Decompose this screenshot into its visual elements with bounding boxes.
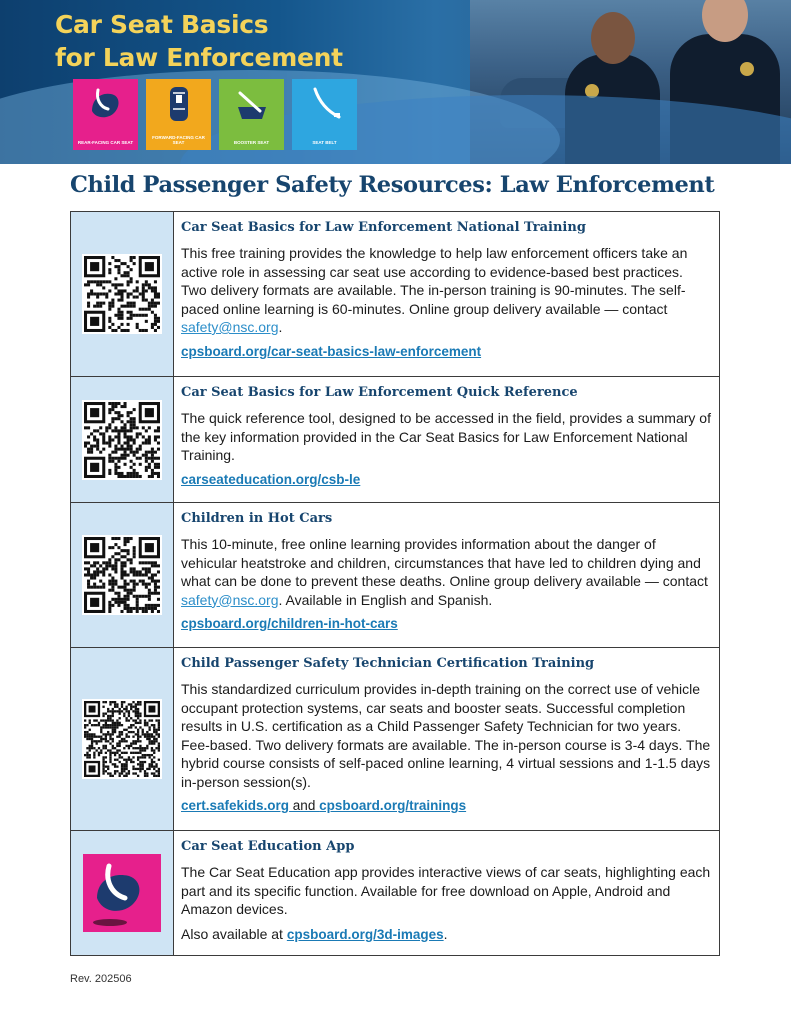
resource-title: Car Seat Basics for Law Enforcement National Training — [181, 220, 586, 235]
banner-title — [55, 8, 343, 74]
cert-link[interactable]: cert.safekids.org — [181, 798, 290, 813]
resource-content — [174, 648, 719, 830]
qr-code-icon[interactable] — [82, 254, 162, 334]
resource-content — [174, 212, 719, 376]
resource-content — [174, 377, 719, 502]
resource-content — [174, 831, 719, 955]
also-prefix: Also available at — [181, 925, 287, 942]
qr-cell — [71, 377, 174, 502]
banner-title-line1: Car Seat Basics — [55, 10, 269, 39]
email-link[interactable]: safety@nsc.org — [181, 319, 279, 335]
tile-label: BOOSTER SEAT — [233, 140, 270, 145]
resource-link[interactable]: cpsboard.org/3d-images — [286, 926, 444, 942]
tile-label: FORWARD-FACING CAR SEAT — [152, 135, 205, 145]
description-text-end: . Available in English and Spanish. — [278, 591, 493, 608]
header-banner — [0, 0, 791, 164]
banner-title-line2: for Law Enforcement — [55, 43, 343, 72]
also-suffix: . — [443, 925, 448, 942]
resource-row — [71, 212, 719, 377]
qr-cell — [71, 503, 174, 647]
qr-cell — [71, 648, 174, 830]
tile-booster — [219, 79, 284, 150]
resource-content — [174, 503, 719, 647]
resource-description: The Car Seat Education app provides interactive views of car seats, highlighting each part and its specific function. Available for free download on Apple, Android and Amazon devices. — [181, 864, 711, 917]
tile-forward-facing — [146, 79, 211, 150]
resources-table — [70, 211, 720, 956]
resource-title: Children in Hot Cars — [181, 511, 333, 526]
link-connector: and — [289, 798, 320, 813]
page-title: Child Passenger Safety Resources: Law Enforcement — [70, 172, 715, 198]
revision-label: Rev. 202506 — [70, 973, 132, 985]
rear-facing-seat-icon — [86, 85, 126, 125]
resource-row — [71, 377, 719, 503]
qr-code-icon[interactable] — [82, 535, 162, 615]
resource-links — [181, 798, 711, 813]
resource-title: Child Passenger Safety Technician Certification Training — [181, 656, 595, 671]
resource-title: Car Seat Basics for Law Enforcement Quick Reference — [181, 385, 578, 400]
tile-seat-belt — [292, 79, 357, 150]
resource-link[interactable]: carseateducation.org/csb-le — [181, 471, 361, 487]
description-text: This 10-minute, free online learning provides information about the danger of vehicular heatstroke and children, circumstances that have led to children dying and what can be done to prevent these deaths. Online group delivery available — contact — [181, 536, 708, 589]
seat-type-tiles — [73, 79, 357, 150]
forward-facing-seat-icon — [159, 85, 199, 125]
email-link[interactable]: safety@nsc.org — [181, 591, 279, 608]
tile-rear-facing — [73, 79, 138, 150]
resource-description — [181, 535, 711, 609]
also-available — [181, 925, 711, 945]
trainings-link[interactable]: cpsboard.org/trainings — [319, 798, 467, 813]
qr-cell — [71, 212, 174, 376]
resource-link[interactable]: cpsboard.org/car-seat-basics-law-enforcement — [181, 343, 482, 359]
resource-title: Car Seat Education App — [181, 839, 355, 854]
qr-code-icon[interactable] — [82, 699, 162, 779]
booster-seat-icon — [232, 85, 272, 125]
resource-row — [71, 831, 719, 955]
description-text-end: . — [278, 319, 283, 335]
resource-description: This standardized curriculum provides in-depth training on the correct use of vehicle occupant protection systems, car seats and booster seats. Successful completion results in U.S. certification as a Child Passenger Safety Technician for two years. Fee-based. Two delivery formats are available. The in-person course is 3-4 days. The hybrid course consists of self-paced online learning, 4 virtual sessions and 1-1.5 days in-person session(s). — [181, 681, 711, 790]
resource-link[interactable]: cpsboard.org/children-in-hot-cars — [181, 616, 398, 631]
qr-code-icon[interactable] — [82, 400, 162, 480]
tile-label: SEAT BELT — [312, 140, 337, 145]
resource-description — [181, 244, 711, 337]
seat-belt-icon — [305, 85, 345, 125]
app-icon-shadow — [93, 919, 127, 926]
app-icon-cell — [71, 831, 174, 955]
resource-row — [71, 503, 719, 648]
tile-label: REAR-FACING CAR SEAT — [77, 140, 134, 145]
resource-description: The quick reference tool, designed to be accessed in the field, provides a summary of the key information provided in the Car Seat Basics for Law Enforcement National Training. — [181, 410, 711, 463]
resource-row — [71, 648, 719, 831]
description-text: This free training provides the knowledge to help law enforcement officers take an active role in assessing car seat use according to evidence-based best practices. Two delivery formats are available. The in-person training is 90-minutes. The self-paced online learning is 60-minutes. Online group delivery available — contact — [181, 245, 688, 317]
